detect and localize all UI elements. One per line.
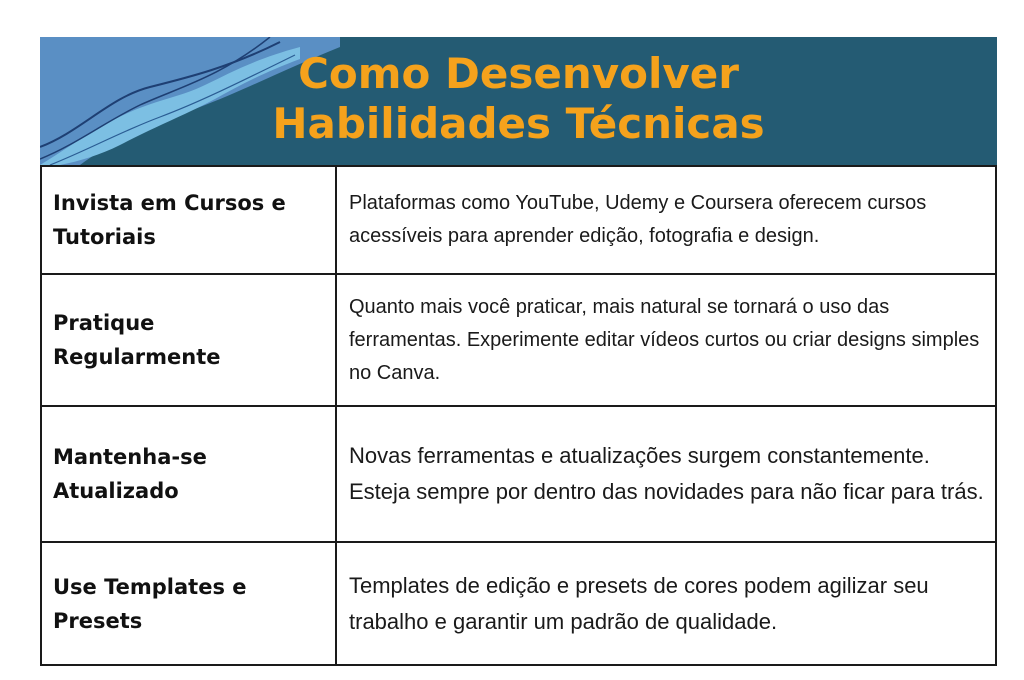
title-line-1: Como Desenvolver: [298, 49, 739, 98]
infographic-card: [40, 37, 997, 664]
header-banner: [40, 37, 997, 165]
table-row: [41, 274, 996, 406]
row-label: Use Templates e Presets: [41, 542, 336, 665]
table-row: [41, 166, 996, 274]
table-row: [41, 542, 996, 665]
row-label: Invista em Cursos e Tutoriais: [41, 166, 336, 274]
table-row: [41, 406, 996, 542]
row-description: Templates de edição e presets de cores podem agilizar seu trabalho e garantir um padrão de qualidade.: [336, 542, 996, 665]
tips-table: [40, 165, 997, 666]
row-description: Novas ferramentas e atualizações surgem constantemente. Esteja sempre por dentro das novidades para não ficar para trás.: [336, 406, 996, 542]
row-label: Mantenha-se Atualizado: [41, 406, 336, 542]
page-title: [40, 49, 997, 149]
row-description: Plataformas como YouTube, Udemy e Coursera oferecem cursos acessíveis para aprender edição, fotografia e design.: [336, 166, 996, 274]
row-description: Quanto mais você praticar, mais natural se tornará o uso das ferramentas. Experimente editar vídeos curtos ou criar designs simples no Canva.: [336, 274, 996, 406]
row-label: Pratique Regularmente: [41, 274, 336, 406]
title-line-2: Habilidades Técnicas: [272, 99, 765, 148]
